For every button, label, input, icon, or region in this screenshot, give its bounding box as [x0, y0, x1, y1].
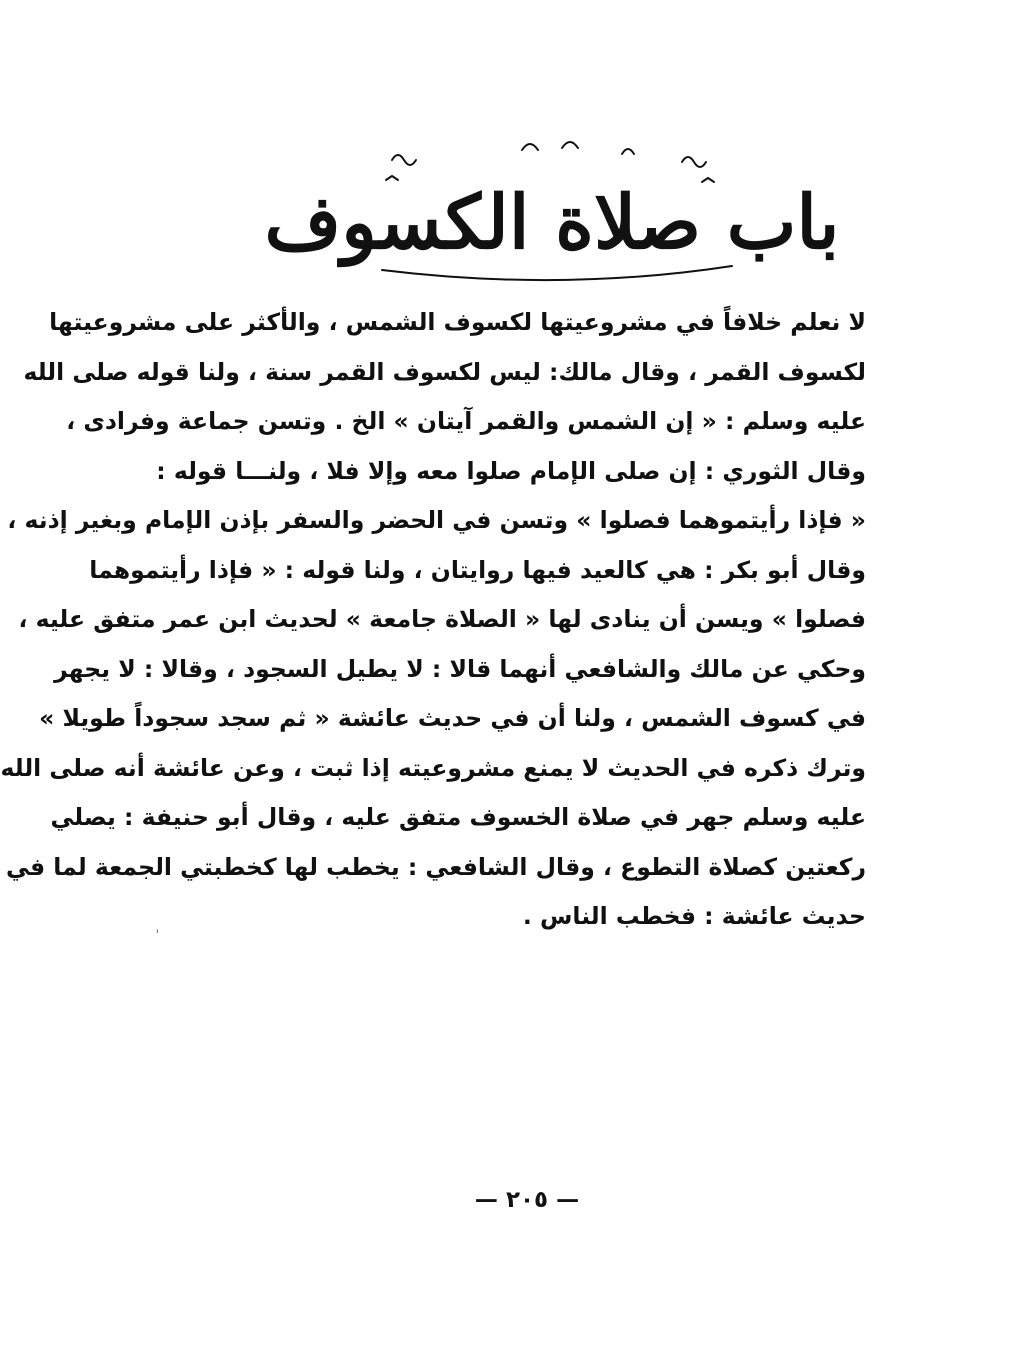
title-ornament-left — [386, 155, 416, 180]
paragraph-line: عليه وسلم جهر في صلاة الخسوف متفق عليه ، وقال أبو حنيفة : يصلي — [50, 803, 866, 831]
title-svg — [264, 120, 840, 290]
paragraph-line: وقال أبو بكر : هي كالعيد فيها روايتان ، ولنا قوله : « فإذا رأيتموهما — [89, 555, 866, 584]
paragraph-line: لا نعلم خلافاً في مشروعيتها لكسوف الشمس ، والأكثر على مشروعيتها — [49, 308, 866, 336]
title-ornament-right — [682, 157, 714, 182]
title-underline-swash — [382, 266, 732, 280]
page-number: — ٢٠٥ — — [474, 1187, 580, 1213]
paragraph-line: عليه وسلم : « إن الشمس والقمر آيتان » الخ . وتسن جماعة وفرادى ، — [66, 407, 866, 435]
chapter-title-calligraphy — [264, 120, 840, 290]
paragraph-line: « فإذا رأيتموهما فصلوا » وتسن في الحضر والسفر بإذن الإمام وبغير إذنه ، — [7, 506, 866, 534]
paragraph-line: لكسوف القمر ، وقال مالك: ليس لكسوف القمر سنة ، ولنا قوله صلى الله — [23, 357, 866, 386]
chapter-title: باب صلاة الكسوف — [264, 180, 840, 266]
paragraph-line: في كسوف الشمس ، ولنا أن في حديث عائشة « ثم سجد سجوداً طويلا » — [39, 704, 866, 732]
paragraph-line: ركعتين كصلاة التطوع ، وقال الشافعي : يخطب لها كخطبتي الجمعة لما في — [5, 852, 866, 881]
title-ornament-center — [522, 142, 634, 154]
paragraph-line: وحكي عن مالك والشافعي أنهما قالا : لا يطيل السجود ، وقالا : لا يجهر — [54, 654, 866, 683]
paragraph-line: فصلوا » ويسن أن ينادى لها « الصلاة جامعة » لحديث ابن عمر متفق عليه ، — [18, 605, 866, 633]
paragraph-line: وترك ذكره في الحديث لا يمنع مشروعيته إذا ثبت ، وعن عائشة أنه صلى الله — [0, 753, 866, 782]
paragraph-line: حديث عائشة : فخطب الناس . — [522, 902, 866, 930]
chapter-body — [0, 298, 866, 942]
paragraph-line: وقال الثوري : إن صلى الإمام صلوا معه وإلا فلا ، ولنـــا قوله : — [156, 456, 866, 485]
